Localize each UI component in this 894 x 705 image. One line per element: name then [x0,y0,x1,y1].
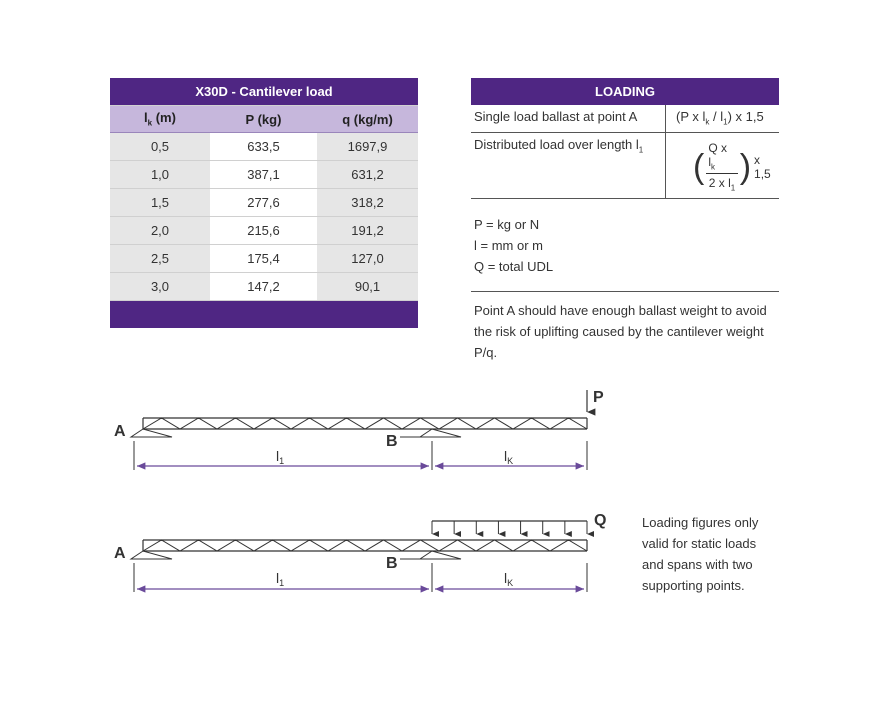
cell-p: 215,6 [210,217,317,245]
dim-lk-2: $l_K$ [504,570,514,588]
cell-p: 175,4 [210,245,317,273]
cell-lk: 1,5 [110,189,210,217]
distributed-load-formula: ( $\frac{Q x l_k}{2 x l_1}$ ) x 1,5 [693,141,771,193]
support-b-1 [420,429,461,437]
diagram-distributed-load [114,512,606,592]
support-b-2 [420,551,461,559]
label-b-2: B [386,555,398,572]
truss-beam-2 [143,540,587,551]
cell-p: 147,2 [210,273,317,301]
header-p: P (kg) [210,106,317,133]
label-p: P [593,389,604,406]
loading-title: LOADING [471,78,779,105]
cell-lk: 1,0 [110,161,210,189]
cell-p: 387,1 [210,161,317,189]
cell-lk: 2,0 [110,217,210,245]
dim-l1-1: $l_1$ [276,448,285,466]
cell-lk: 0,5 [110,133,210,161]
cell-q: 127,0 [317,245,418,273]
legend-l: l = mm or m [474,238,543,253]
dim-lk-1: $l_K$ [504,448,514,466]
cell-lk: 2,5 [110,245,210,273]
single-load-formula: (P x $l_k / l_1$) x 1,5 [676,109,764,127]
header-lk: $l_k$ (m) [110,106,210,133]
cell-q: 318,2 [317,189,418,217]
cell-p: 277,6 [210,189,317,217]
single-load-label: Single load ballast at point A [471,105,666,132]
cell-q: 191,2 [317,217,418,245]
header-q: q (kg/m) [317,106,418,133]
truss-beam-1 [143,418,587,429]
cell-p: 633,5 [210,133,317,161]
udl-arrows [432,521,587,534]
label-q: Q [594,512,607,529]
static-load-note: Loading figures only valid for static loads and spans with two supporting points. [642,515,759,593]
distributed-load-label: Distributed load over length $l_1$ [471,133,666,198]
cell-lk: 3,0 [110,273,210,301]
dim-l1-2: $l_1$ [276,570,285,588]
cell-q: 631,2 [317,161,418,189]
legend-p: P = kg or N [474,217,540,232]
table-title: X30D - Cantilever load [110,78,418,106]
cell-q: 90,1 [317,273,418,301]
label-b-1: B [386,433,398,450]
legend-q: Q = total UDL [474,259,554,274]
label-a-2: A [114,545,126,562]
label-a-1: A [114,423,126,440]
diagram-point-load [114,389,604,470]
support-a-2 [131,551,172,559]
support-a-1 [131,429,172,437]
cell-q: 1697,9 [317,133,418,161]
ballast-note: Point A should have enough ballast weight to avoid the risk of uplifting caused by the cantilever weight P/q. [474,303,767,360]
